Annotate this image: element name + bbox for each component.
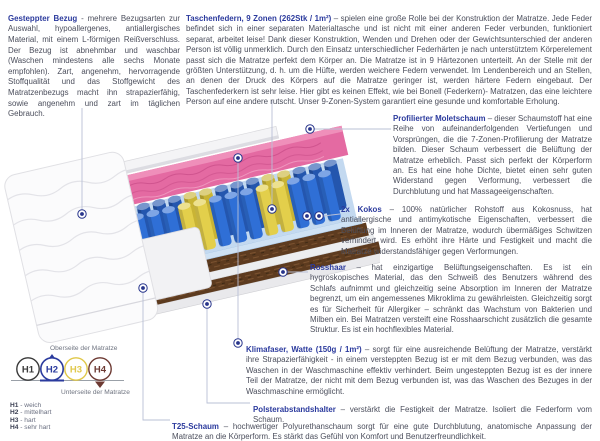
legend-h1-code: H1 [10, 402, 19, 409]
hardness-circles [17, 358, 111, 380]
unterseite-arrow-icon [95, 382, 105, 389]
legend-h3-code: H3 [10, 416, 19, 424]
hardness-legend [10, 402, 51, 431]
t25-schaum-title: T25-Schaum [172, 421, 219, 431]
klimafaser-title: Klimafaser, Watte (150g / 1m²) [246, 344, 362, 354]
polsterabstandshalter-title: Polsterabstandshalter [253, 404, 336, 414]
taschenfedern-block [186, 14, 592, 108]
klimafaser-block [246, 345, 592, 397]
taschenfedern-title: Taschenfedern, 9 Zonen (262Stk / 1m²) [186, 13, 332, 23]
h4-circle-label: H4 [93, 364, 107, 376]
kokos-title: 2x Kokos [341, 204, 382, 214]
legend-h1-desc: - weich [20, 402, 42, 409]
gesteppter-bezug-text: - mehrere Bezugsarten zur Auswahl, hypoallergenes, antiallergisches Material, mit einem L-förmigen Reißverschluss. Der Bezug ist abnehmbar und waschbar (Waschen mindestens alle sechs Monate empfohlen). Zart, angenehm, hervorragende Stoffqualität und das Stoffgewicht des Matratzenbezugs macht ihn strapazierfähig, sowie angenehm und zart im täglichen Gebrauch. [8, 13, 181, 119]
legend-h4-desc: - sehr hart [20, 423, 51, 431]
gesteppter-bezug-block [8, 14, 180, 120]
legend-h2-code: H2 [10, 409, 19, 417]
h2-circle-label: H2 [45, 364, 59, 376]
taschenfedern-text: – spielen eine große Rolle bei der Konstruktion der Matratze. Jede Feder befindet sich in einer separaten Materialtasche und ist nicht mit einer anderen Feder verbunden, funktioniert separat, arbeitet leise! Dank dieser Konstruktion, Wenden und Drehen oder der Gewichtsunterschied der anderen Person ist völlig unmerklich. Durch den Einsatz unterschiedlicher Federhärten je nach unterstütztem Körperelement passt sich die Matratze perfekt dem Körper an. Die Matratze ist in 9 Härtezonen unterteilt. An der Stelle mit der größten Unterstützung, d. h. um die Hüfte, werden weichere Federn verwendet. Im Lendenbereich und an Stellen, an denen der Druck des Körpers auf die Matratze geringer ist, werden härtere Federn eingebaut. Der Taschenfederkern ist sehr leise. Hier gibt es keinen Effekt, wie bei Bonell (Federkern)- Matratzen, das eine leichtere Person auf eine andere rutscht. Unser 9-Zonen-System garantiert eine gesunde und komfortable Erholung. [186, 13, 592, 107]
t25-schaum-text: – hochwertiger Polyurethanschaum sorgt für eine gute Durchblutung, anatomische Anpassung der Matratze an die Körperform. Es stärkt das Gefühl von Komfort und Benutzerfreundlichkeit. [172, 421, 592, 441]
rosshaar-title: Rosshaar [310, 262, 346, 272]
gesteppter-bezug-title: Gesteppter Bezug [8, 13, 78, 23]
profilierter-moletschaum-title: Profilierter Moletschaum [393, 113, 486, 123]
legend-row-h1 [10, 402, 51, 409]
hardness-bottom-label: Unterseite der Matratze [61, 389, 130, 396]
h1-circle-label: H1 [21, 364, 35, 376]
kokos-text: – 100% natürlicher Rohstoff aus Kokosnuss, hat antiallergische und antimykotische Eigenschaften, verbessert die Belüftung im Inneren der Matratze, wodurch übermäßiges Schwitzen verhindert wird. Es erhöht ihre Härte und Festigkeit und macht die Matratze widerstandsfähiger gegen Verformungen. [341, 204, 592, 256]
klimafaser-text: – sorgt für eine ausreichende Belüftung der Matratze, verstärkt ihre Strapazierfähigkeit - in einem versteppten Bezug ist er mit dem Bezug verbunden, was das Waschen in der Waschmaschine effektiv verhindert. Beim ungesteppten Bezug ist es der innere Teil der Matratze, der nicht mit dem Bezug verbunden ist, was das Waschen des Bezuges in der Waschmaschine ermöglicht. [246, 344, 592, 396]
rosshaar-text: – hat einzigartige Belüftungseigenschaften. Es ist ein hygroskopisches Material, das den Schweiß des Benutzers während des Schlafs aufnimmt und gleichzeitig seine Absorption im Inneren der Matratze begrenzt, um ein angemessenes Mikroklima zu gewährleisten. Gleichzeitig sorgt es für Sicherheit für Allergiker – schränkt das Wachstum von Bakterien und Milben ein. Bei Matratzen versteift eine Rosshaarschicht zusätzlich die gesamte Struktur. Es ist ein hochflexibles Material. [310, 262, 592, 335]
legend-row-h2 [10, 409, 51, 416]
profilierter-moletschaum-block [393, 114, 592, 197]
kokos-block [341, 205, 592, 257]
legend-row-h4 [10, 424, 51, 431]
hardness-top-label: Oberseite der Matratze [50, 345, 118, 352]
h3-circle-label: H3 [69, 364, 83, 376]
t25-schaum-block [172, 422, 592, 441]
legend-h2-desc: - mittelhart [20, 409, 52, 417]
profilierter-moletschaum-text: – dieser Schaumstoff hat eine Reihe von aufeinanderfolgenden Vertiefungen und Vorsprüngen, die die 7-Zonen-Profilierung der Matratze bilden. Dieser Schaum verbessert die Belüftung der Matratze erheblich. Passt sich perfekt der Körperform an. Es hat eine hohe Dichte, bietet einen sehr guten Widerstand gegen Verformung, verbessert die Durchblutung und hat Massageeigenschaften. [393, 113, 592, 196]
legend-row-h3 [10, 417, 51, 424]
polsterabstandshalter-text: – verstärkt die Festigkeit der Matratze. Isoliert die Federform vom Schaum. [253, 404, 592, 425]
rosshaar-block [310, 263, 592, 336]
legend-h3-desc: - hart [20, 416, 36, 424]
legend-h4-code: H4 [10, 423, 19, 431]
hardness-scale-diagram [6, 341, 216, 397]
